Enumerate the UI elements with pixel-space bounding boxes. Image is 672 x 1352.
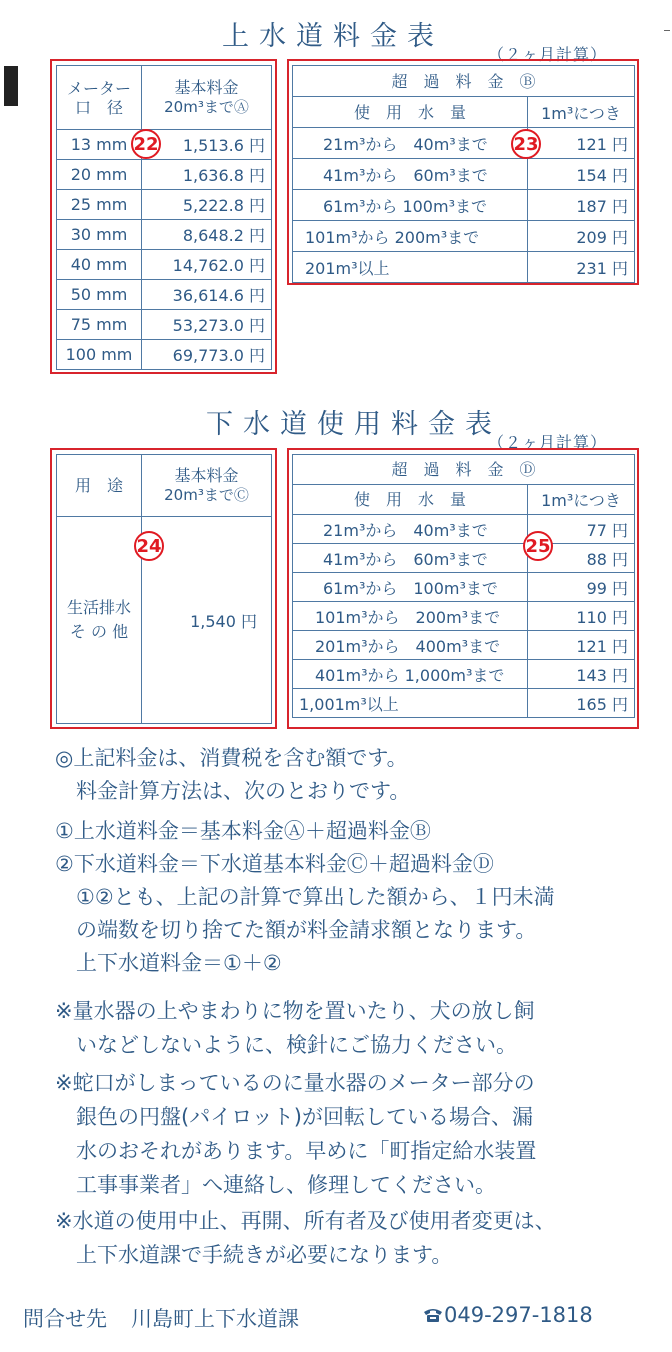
note-line: ◎上記料金は、消費税を含む額です。	[55, 746, 408, 770]
water-excess-col2: 1m³につき	[528, 97, 635, 128]
note-line: 銀色の円盤(パイロット)が回転している場合、漏	[55, 1105, 533, 1129]
note-line: ①上水道料金＝基本料金Ⓐ＋超過料金Ⓑ	[55, 819, 431, 843]
table-row: 401m³から 1,000m³まで 143 円	[293, 660, 635, 689]
note-line: 工事事業者」へ連絡し、修理してください。	[55, 1173, 496, 1197]
water-title: 上水道料金表	[222, 21, 444, 52]
sewer-basic-col1: 用 途	[57, 455, 142, 517]
sewer-excess-table	[292, 454, 635, 718]
sewer-excess-title: 超 過 料 金 Ⓓ	[293, 455, 635, 485]
note-line: ※蛇口がしまっているのに量水器のメーター部分の	[55, 1071, 535, 1095]
callout-badge-23: 23	[511, 129, 541, 159]
office-name: 川島町上下水道課	[131, 1307, 299, 1331]
water-period: （２ヶ月計算）	[488, 45, 608, 64]
table-row: 20 mm 1,636.8 円	[57, 160, 272, 190]
note-line: ②下水道料金＝下水道基本料金Ⓒ＋超過料金Ⓓ	[55, 852, 494, 876]
table-row: 201m³から 400m³まで 121 円	[293, 631, 635, 660]
table-row: 101m³から 200m³まで 209 円	[293, 221, 635, 252]
table-row: 61m³から 100m³まで 187 円	[293, 190, 635, 221]
table-row: 13 mm 1,513.6 円	[57, 130, 272, 160]
table-row: 201m³以上 231 円	[293, 252, 635, 283]
table-row: 40 mm 14,762.0 円	[57, 250, 272, 280]
note-line: ①②とも、上記の計算で算出した額から、１円未満	[55, 885, 555, 909]
sewer-excess-col1: 使 用 水 量	[293, 485, 528, 515]
sewer-basic-col2: 基本料金 20m³までⒸ	[142, 455, 272, 517]
table-row: 50 mm 36,614.6 円	[57, 280, 272, 310]
sewer-basic-fee: 1,540 円	[142, 517, 272, 724]
callout-badge-22: 22	[131, 129, 161, 159]
table-row: 75 mm 53,273.0 円	[57, 310, 272, 340]
note-line: 水のおそれがあります。早めに「町指定給水装置	[55, 1139, 537, 1163]
water-excess-title: 超 過 料 金 Ⓑ	[293, 66, 635, 97]
contact-label: 問合せ先	[23, 1307, 107, 1331]
note-line: ※水道の使用中止、再開、所有者及び使用者変更は、	[55, 1209, 556, 1233]
water-excess-col1: 使 用 水 量	[293, 97, 528, 128]
footer-phone	[422, 1303, 593, 1327]
callout-badge-24: 24	[134, 531, 164, 561]
table-row: 1,001m³以上 165 円	[293, 689, 635, 718]
footer-contact	[23, 1303, 299, 1333]
phone-number: 049-297-1818	[444, 1303, 593, 1327]
table-row: 25 mm 5,222.8 円	[57, 190, 272, 220]
note-line: の端数を切り捨てた額が料金請求額となります。	[55, 918, 537, 942]
table-row: 101m³から 200m³まで 110 円	[293, 602, 635, 631]
sewer-period: （２ヶ月計算）	[488, 433, 608, 452]
edge-tick	[664, 30, 670, 31]
table-row: 61m³から 100m³まで 99 円	[293, 573, 635, 602]
note-line: 上下水道料金＝①＋②	[55, 951, 282, 975]
table-row: 41m³から 60m³まで 154 円	[293, 159, 635, 190]
sewer-use: 生活排水 そ の 他	[57, 517, 142, 724]
sewer-excess-col2: 1m³につき	[528, 485, 635, 515]
phone-icon	[422, 1307, 444, 1323]
water-basic-col1: メーター 口 径	[57, 66, 142, 130]
edge-marker	[4, 66, 18, 106]
callout-badge-25: 25	[523, 531, 553, 561]
table-row: 41m³から 60m³まで 88 円	[293, 544, 635, 573]
note-line: 上下水道課で手続きが必要になります。	[55, 1243, 453, 1267]
note-line: 料金計算方法は、次のとおりです。	[55, 779, 411, 803]
sewer-basic-table	[56, 454, 272, 724]
table-row: 100 mm 69,773.0 円	[57, 340, 272, 370]
water-excess-table	[292, 65, 635, 283]
water-basic-col2: 基本料金 20m³までⒶ	[142, 66, 272, 130]
table-row: 21m³から 40m³まで 121 円	[293, 128, 635, 159]
note-line: いなどしないように、検針にご協力ください。	[55, 1033, 517, 1057]
note-line: ※量水器の上やまわりに物を置いたり、犬の放し飼	[55, 999, 535, 1023]
table-row: 21m³から 40m³まで 77 円	[293, 515, 635, 544]
sewer-title: 下水道使用料金表	[206, 409, 502, 440]
water-basic-table	[56, 65, 272, 370]
table-row: 30 mm 8,648.2 円	[57, 220, 272, 250]
